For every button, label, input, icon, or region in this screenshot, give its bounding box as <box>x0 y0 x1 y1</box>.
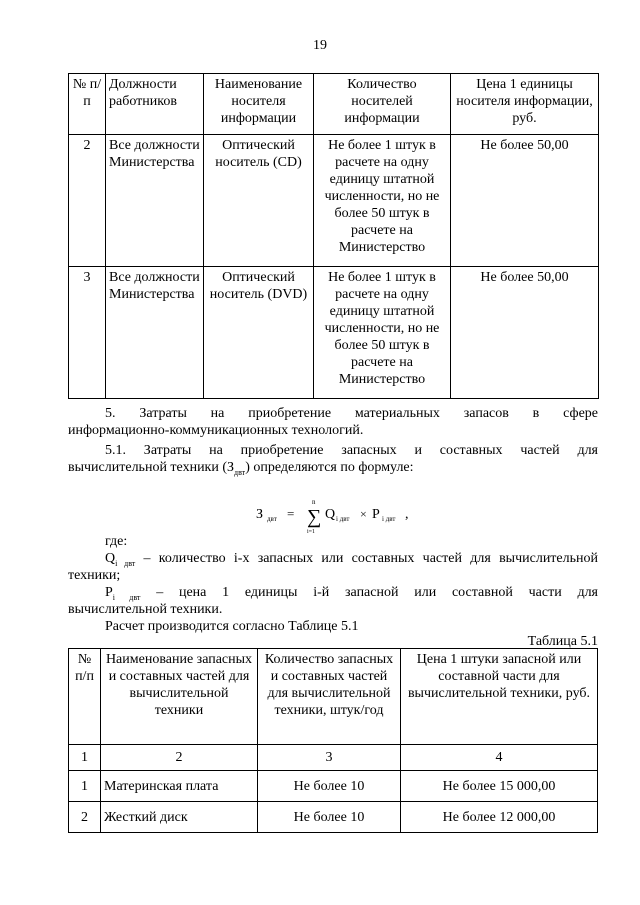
table-header-row <box>69 649 598 745</box>
table-cell: Оптический носитель (DVD) <box>204 267 314 399</box>
numbering-cell: 3 <box>258 745 401 771</box>
formula-p-subscript: i двт <box>382 515 396 523</box>
table-cell: Не более 1 штук в расчете на одну единицу штатной численности, но не более 50 штук в расчете на Министерство <box>314 135 451 267</box>
page-number: 19 <box>313 38 327 53</box>
table-cell: Не более 10 <box>258 802 401 833</box>
table-caption: Таблица 5.1 <box>527 634 598 649</box>
column-numbering-row <box>69 745 598 771</box>
table-cell: Материнская плата <box>101 771 258 802</box>
table-row <box>69 802 598 833</box>
p-definition-text: – цена 1 единицы i-й запасной или составной части для <box>140 585 598 600</box>
section-5-1-line1: 5.1. Затраты на приобретение запасных и составных частей для <box>105 443 598 458</box>
header-cell: Количество запасных и составных частей для вычислительной техники, штук/год <box>258 649 401 745</box>
table-cell: Не более 50,00 <box>451 267 599 399</box>
table-cell: Жесткий диск <box>101 802 258 833</box>
table-cell: Оптический носитель (CD) <box>204 135 314 267</box>
cost-formula <box>256 496 436 534</box>
table-cell: Все должности Министерства <box>106 135 204 267</box>
header-cell: Наименование носителя информации <box>204 74 314 135</box>
formula-lhs: З <box>256 507 264 522</box>
formula-sum-upper: n <box>312 498 316 506</box>
section-5-heading-line1: 5. Затраты на приобретение материальных запасов в сфере <box>105 406 598 421</box>
table-cell: 2 <box>69 135 106 267</box>
q-subscript: i двт <box>115 558 136 568</box>
table-cell: Не более 50,00 <box>451 135 599 267</box>
header-cell: Цена 1 единицы носителя информации, руб. <box>451 74 599 135</box>
table-cell: 1 <box>69 771 101 802</box>
table-cell: 3 <box>69 267 106 399</box>
table-cell: Не более 10 <box>258 771 401 802</box>
numbering-cell: 2 <box>101 745 258 771</box>
formula-times: × <box>360 507 367 521</box>
section-5-1-tail: ) определяются по формуле: <box>245 460 414 475</box>
q-definition-text: – количество i-х запасных или составных частей для вычислительной <box>135 551 598 566</box>
p-definition-line2: вычислительной техники. <box>68 602 223 617</box>
table-row <box>69 267 599 399</box>
formula-q-subscript: i двт <box>336 515 350 523</box>
header-cell: Должности работников <box>106 74 204 135</box>
media-table <box>68 73 599 399</box>
calculation-note: Расчет производится согласно Таблице 5.1 <box>105 619 359 634</box>
formula-comma: , <box>405 507 409 522</box>
table-cell: Не более 15 000,00 <box>401 771 598 802</box>
header-cell: Количество носителей информации <box>314 74 451 135</box>
section-5-heading-line2: информационно-коммуникационных технологий. <box>68 423 364 438</box>
section-5-1-subscript: двт <box>234 467 246 477</box>
section-5-1-text: вычислительной техники (З <box>68 460 235 475</box>
header-cell: Цена 1 штуки запасной или составной части для вычислительной техники, руб. <box>401 649 598 745</box>
q-definition-line2: техники; <box>68 568 121 583</box>
numbering-cell: 1 <box>69 745 101 771</box>
table-cell: Не более 1 штук в расчете на одну единицу штатной численности, но не более 50 штук в расчете на Министерство <box>314 267 451 399</box>
table-row <box>69 771 598 802</box>
q-symbol: Q <box>105 551 116 566</box>
section-5-1-line2 <box>68 459 598 481</box>
header-cell: Наименование запасных и составных частей для вычислительной техники <box>101 649 258 745</box>
formula-sum-lower: i=1 <box>307 529 316 534</box>
formula-p: P <box>372 507 380 522</box>
where-label: где: <box>105 534 128 549</box>
header-cell: № п/п <box>69 74 106 135</box>
table-row <box>69 135 599 267</box>
numbering-cell: 4 <box>401 745 598 771</box>
formula-lhs-subscript: двт <box>267 515 277 523</box>
table-header-row <box>69 74 599 135</box>
table-cell: Все должности Министерства <box>106 267 204 399</box>
formula-equals: = <box>287 506 295 521</box>
p-subscript: i двт <box>112 592 141 602</box>
formula-sum-sign: ∑ <box>307 506 322 528</box>
p-symbol: P <box>105 585 113 600</box>
table-cell: 2 <box>69 802 101 833</box>
formula-q: Q <box>325 507 336 522</box>
header-cell: № п/п <box>69 649 101 745</box>
table-cell: Не более 12 000,00 <box>401 802 598 833</box>
spare-parts-table <box>68 648 598 833</box>
